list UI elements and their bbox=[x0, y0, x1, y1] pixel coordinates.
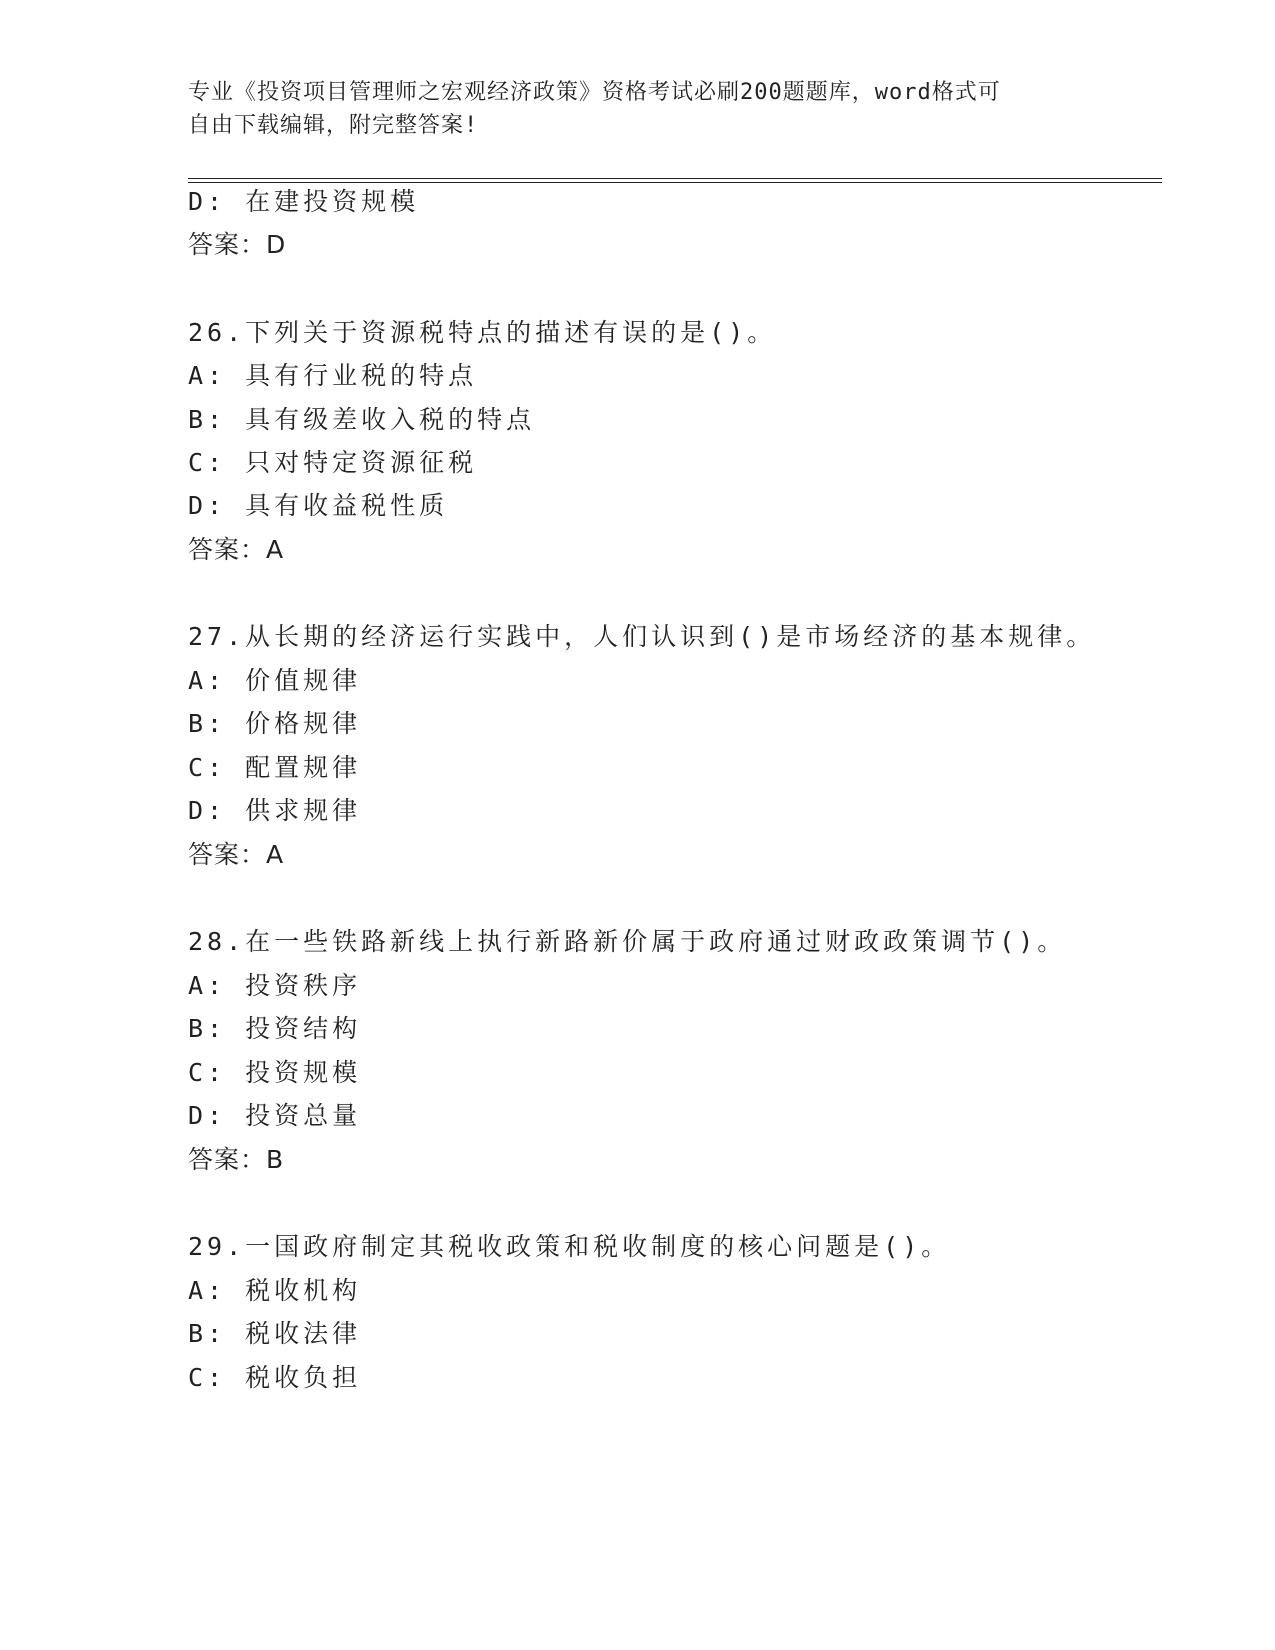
question-28-answer: 答案：B bbox=[188, 1145, 285, 1174]
question-29-stem: 29.一国政府制定其税收政策和税收制度的核心问题是()。 bbox=[188, 1232, 951, 1261]
option-d: D: 在建投资规模 bbox=[188, 187, 420, 216]
question-26-option-a: A: 具有行业税的特点 bbox=[188, 361, 478, 390]
question-28-option-d: D: 投资总量 bbox=[188, 1101, 362, 1130]
question-28-option-a: A: 投资秩序 bbox=[188, 971, 362, 1000]
question-28-option-b: B: 投资结构 bbox=[188, 1014, 362, 1043]
question-26-answer: 答案：A bbox=[188, 535, 285, 564]
question-26-option-d: D: 具有收益税性质 bbox=[188, 491, 449, 520]
question-28-stem: 28.在一些铁路新线上执行新路新价属于政府通过财政政策调节()。 bbox=[188, 927, 1067, 956]
document-header bbox=[188, 76, 1088, 142]
question-27-option-a: A: 价值规律 bbox=[188, 666, 362, 695]
answer: 答案：D bbox=[188, 230, 287, 259]
question-28-option-c: C: 投资规模 bbox=[188, 1058, 362, 1087]
question-27-option-c: C: 配置规律 bbox=[188, 753, 362, 782]
question-27-option-d: D: 供求规律 bbox=[188, 796, 362, 825]
header-line-2: 自由下载编辑，附完整答案! bbox=[188, 113, 479, 138]
question-26-option-b: B: 具有级差收入税的特点 bbox=[188, 405, 536, 434]
header-divider bbox=[188, 178, 1162, 183]
question-29-option-c: C: 税收负担 bbox=[188, 1363, 362, 1392]
question-26-stem: 26.下列关于资源税特点的描述有误的是()。 bbox=[188, 318, 777, 347]
header-line-1: 专业《投资项目管理师之宏观经济政策》资格考试必刷200题题库，word格式可 bbox=[188, 80, 1001, 105]
question-27-stem: 27.从长期的经济运行实践中，人们认识到()是市场经济的基本规律。 bbox=[188, 622, 1096, 651]
question-27-answer: 答案：A bbox=[188, 840, 285, 869]
question-29-option-a: A: 税收机构 bbox=[188, 1276, 362, 1305]
question-29-option-b: B: 税收法律 bbox=[188, 1319, 362, 1348]
question-27-option-b: B: 价格规律 bbox=[188, 709, 362, 738]
question-26-option-c: C: 只对特定资源征税 bbox=[188, 448, 478, 477]
